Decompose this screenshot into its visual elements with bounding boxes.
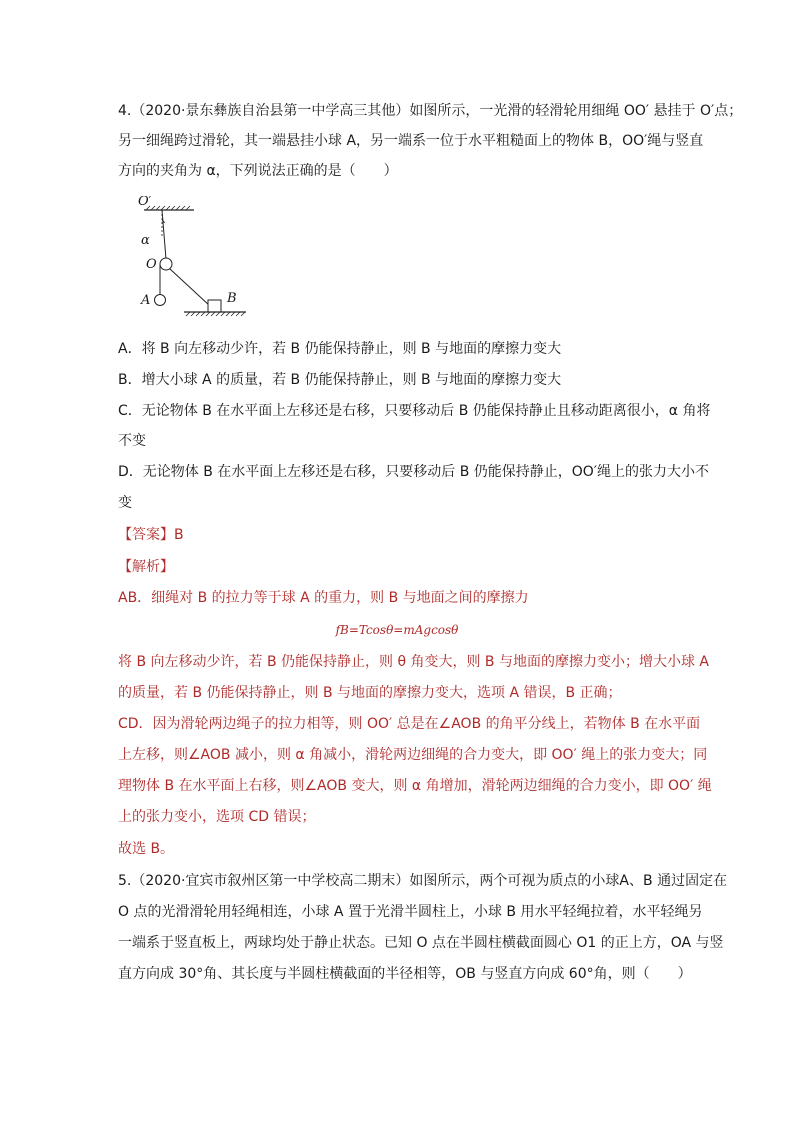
- answer-value: B: [174, 527, 184, 543]
- q4-stem-line-3: 方向的夹角为 α，下列说法正确的是（ ）: [118, 163, 398, 179]
- label-b: B: [227, 291, 237, 306]
- analysis-line-4: 的质量，若 B 仍能保持静止，则 B 与地面的摩擦力变大，选项 A 错误，B 正确；: [118, 685, 622, 701]
- label-o-prime: O′: [138, 196, 152, 209]
- analysis-conclusion: 故选 B。: [118, 841, 175, 857]
- q4-option-d-line-1: D．无论物体 B 在水平面上左移还是右移，只要移动后 B 仍能保持静止，OO′绳上的张力大小不: [118, 464, 710, 480]
- q4-option-c-line-2: 不变: [118, 433, 146, 449]
- q4-option-b: B．增大小球 A 的质量，若 B 仍能保持静止，则 B 与地面的摩擦力变大: [118, 372, 562, 388]
- q4-option-a: A．将 B 向左移动少许，若 B 仍能保持静止，则 B 与地面的摩擦力变大: [118, 341, 562, 357]
- q4-option-d-line-2: 变: [118, 495, 132, 511]
- q5-stem-line-4: 直方向成 30°角、其长度与半圆柱横截面的半径相等，OB 与竖直方向成 60°角，则（ ）: [118, 966, 692, 982]
- analysis-line-6: 上左移，则∠AOB 减小，则 α 角减小，滑轮两边细绳的合力变大，即 OO′ 绳上的张力变大；同: [118, 747, 708, 763]
- q5-stem-line-1: 5.（2020·宜宾市叙州区第一中学校高二期末）如图所示，两个可视为质点的小球A、B 通过固定在: [118, 873, 728, 889]
- q4-stem-line-2: 另一细绳跨过滑轮，其一端悬挂小球 A，另一端系一位于水平粗糙面上的物体 B，OO′绳与竖直: [118, 133, 704, 149]
- analysis-line-5: CD．因为滑轮两边绳子的拉力相等，则 OO′ 总是在∠AOB 的角平分线上，若物体 B 在水平面: [118, 716, 701, 732]
- q4-option-c-line-1: C．无论物体 B 在水平面上左移还是右移，只要移动后 B 仍能保持静止且移动距离很小，α 角将: [118, 403, 711, 419]
- answer-label: 【答案】: [118, 527, 174, 543]
- label-alpha: α: [141, 233, 150, 248]
- label-o: O: [146, 257, 157, 272]
- analysis-line-1: AB．细绳对 B 的拉力等于球 A 的重力，则 B 与地面之间的摩擦力: [118, 590, 529, 606]
- pulley-diagram: [136, 196, 246, 324]
- q5-stem-line-2: O 点的光滑滑轮用轻绳相连，小球 A 置于光滑半圆柱上，小球 B 用水平轻绳拉着，水平轻绳另: [118, 904, 703, 920]
- analysis-line-8: 上的张力变小，选项 CD 错误；: [118, 809, 316, 825]
- answer-row: [118, 525, 184, 545]
- label-a: A: [141, 293, 151, 308]
- q5-stem-line-3: 一端系于竖直板上，两球均处于静止状态。已知 O 点在半圆柱横截面圆心 O1 的正上方，OA 与竖: [118, 935, 724, 951]
- analysis-line-3: 将 B 向左移动少许，若 B 仍能保持静止，则 θ 角变大，则 B 与地面的摩擦力变小；增大小球 A: [118, 654, 710, 670]
- q4-stem-line-1: 4.（2020·景东彝族自治县第一中学高三其他）如图所示，一光滑的轻滑轮用细绳 OO′ 悬挂于 O′点；: [118, 103, 743, 119]
- analysis-line-7: 理物体 B 在水平面上右移，则∠AOB 变大，则 α 角增加，滑轮两边细绳的合力变小，即 OO′ 绳: [118, 778, 712, 794]
- friction-formula: fB=Tcosθ=mAgcosθ: [335, 623, 459, 637]
- analysis-label: 【解析】: [118, 559, 174, 575]
